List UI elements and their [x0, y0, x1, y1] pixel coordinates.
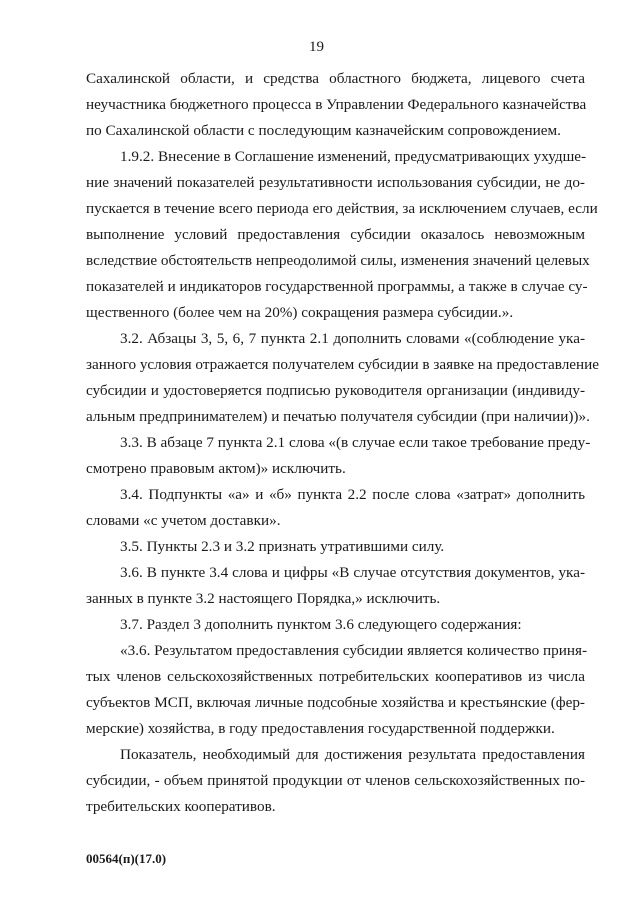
page-number: 19 [309, 39, 324, 55]
text-line: мерские) хозяйства, в году предоставления государственной поддержки. [86, 720, 555, 737]
text-line: альным предпринимателем) и печатью получателя субсидии (при наличии))». [86, 408, 590, 425]
text-line: смотрено правовым актом)» исключить. [86, 460, 346, 477]
paragraph-first-line: «3.6. Результатом предоставления субсидии является количество приня- [120, 642, 588, 659]
text-line: субъектов МСП, включая личные подсобные хозяйства и крестьянские (фер- [86, 694, 585, 711]
paragraph-first-line: Показатель, необходимый для достижения результата предоставления [120, 746, 585, 763]
text-line: неучастника бюджетного процесса в Управлении Федерального казначейства [86, 96, 587, 113]
paragraph-first-line: 3.5. Пункты 2.3 и 3.2 признать утратившими силу. [120, 538, 445, 555]
text-line: требительских кооперативов. [86, 798, 276, 815]
text-line: Сахалинской области, и средства областного бюджета, лицевого счета [86, 70, 585, 87]
text-line: занного условия отражается получателем субсидии в заявке на предоставление [86, 356, 600, 373]
text-line: показателей и индикаторов государственной программы, а также в случае су- [86, 278, 588, 295]
text-line: субсидии и удостоверяется подписью руководителя организации (индивиду- [86, 382, 585, 399]
text-line: пускается в течение всего периода его действия, за исключением случаев, если [86, 200, 598, 217]
paragraph-first-line: 1.9.2. Внесение в Соглашение изменений, предусматривающих ухудше- [120, 148, 587, 165]
document-code: 00564(п)(17.0) [86, 851, 167, 866]
text-line: щественного (более чем на 20%) сокращения размера субсидии.». [86, 304, 514, 321]
text-line: по Сахалинской области с последующим казначейским сопровождением. [86, 122, 561, 139]
paragraph-first-line: 3.3. В абзаце 7 пункта 2.1 слова «(в случае если такое требование преду- [120, 434, 591, 451]
text-line: словами «с учетом доставки». [86, 512, 281, 529]
text-line: тых членов сельскохозяйственных потребительских кооперативов из числа [86, 668, 585, 685]
text-line: занных в пункте 3.2 настоящего Порядка,» исключить. [86, 590, 441, 607]
text-line: ние значений показателей результативности использования субсидии, не до- [86, 174, 585, 191]
text-line: вследствие обстоятельств непреодолимой силы, изменения значений целевых [86, 252, 590, 269]
paragraph-first-line: 3.6. В пункте 3.4 слова и цифры «В случае отсутствия документов, ука- [120, 564, 585, 581]
text-line: субсидии, - объем принятой продукции от членов сельскохозяйственных по- [86, 772, 585, 789]
paragraph-first-line: 3.7. Раздел 3 дополнить пунктом 3.6 следующего содержания: [120, 616, 522, 633]
paragraph-first-line: 3.2. Абзацы 3, 5, 6, 7 пункта 2.1 дополнить словами «(соблюдение ука- [120, 330, 585, 347]
text-line: выполнение условий предоставления субсидии оказалось невозможным [86, 226, 585, 243]
paragraph-first-line: 3.4. Подпункты «а» и «б» пункта 2.2 после слова «затрат» дополнить [120, 486, 585, 503]
